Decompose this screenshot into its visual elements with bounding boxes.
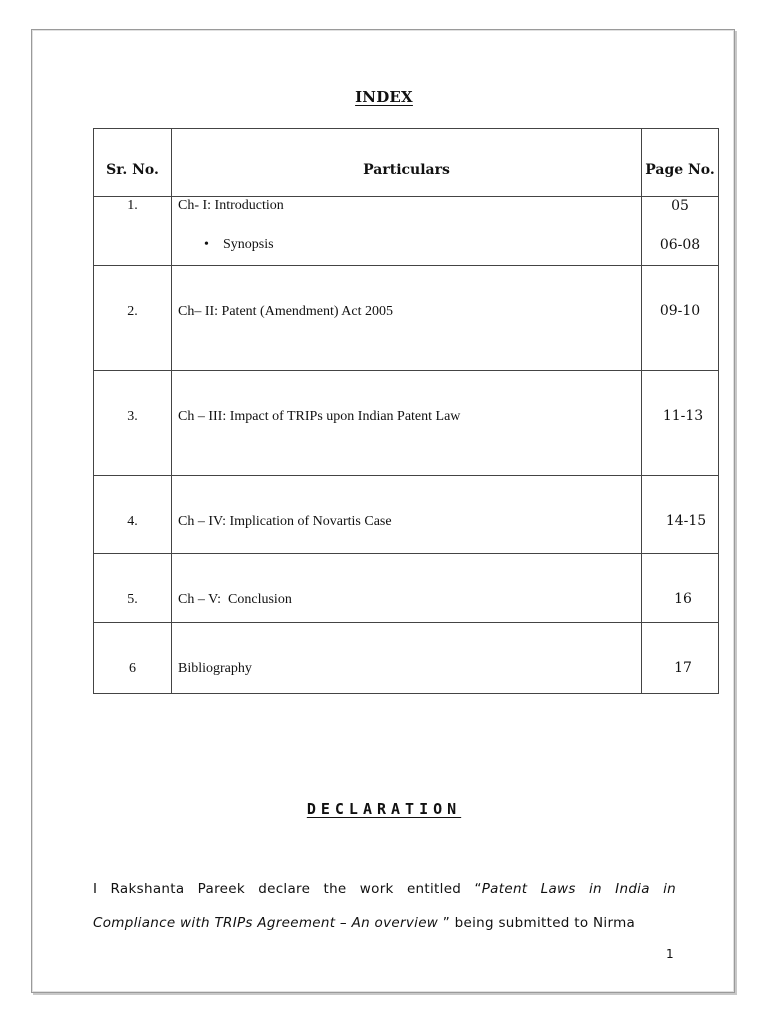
table-row (94, 266, 719, 371)
page-cell: 17 (642, 623, 719, 694)
header-page-no: Page No. (642, 129, 719, 197)
header-particulars: Particulars (172, 129, 642, 197)
particular-cell: Ch- I: Introduction • Synopsis (172, 197, 642, 266)
particular-cell: Ch – III: Impact of TRIPs upon Indian Patent Law (172, 371, 642, 476)
page-cell: 16 (642, 554, 719, 623)
index-table (93, 128, 719, 694)
page-cell: 05 06-08 (642, 197, 719, 266)
index-title: INDEX (355, 88, 413, 106)
table-row (94, 623, 719, 694)
table-row (94, 197, 719, 266)
particular-cell: Ch – V: Conclusion (172, 554, 642, 623)
declaration-text (93, 872, 676, 940)
particular-cell: Ch– II: Patent (Amendment) Act 2005 (172, 266, 642, 371)
particular-cell: Ch – IV: Implication of Novartis Case (172, 476, 642, 554)
list-item: • Synopsis (204, 237, 274, 252)
page-cell: 14-15 (642, 476, 719, 554)
sr-cell: 2. (94, 266, 172, 371)
sr-cell: 6 (94, 623, 172, 694)
sr-cell: 1. (94, 197, 172, 266)
table-row (94, 554, 719, 623)
page-number: 1 (666, 947, 674, 961)
table-row (94, 371, 719, 476)
sr-cell: 5. (94, 554, 172, 623)
declaration-title: DECLARATION (306, 800, 462, 818)
declaration-line-1: I Rakshanta Pareek declare the work entitled “Patent Laws in India in (93, 881, 676, 897)
particular-cell: Bibliography (172, 623, 642, 694)
bullet-icon: • (204, 237, 209, 252)
page-cell: 11-13 (642, 371, 719, 476)
declaration-line-2: Compliance with TRIPs Agreement – An overview ” being submitted to Nirma (93, 915, 636, 931)
table-row (94, 476, 719, 554)
header-sr-no: Sr. No. (94, 129, 172, 197)
sr-cell: 3. (94, 371, 172, 476)
sr-cell: 4. (94, 476, 172, 554)
page-cell: 09-10 (642, 266, 719, 371)
table-header-row (94, 129, 719, 197)
